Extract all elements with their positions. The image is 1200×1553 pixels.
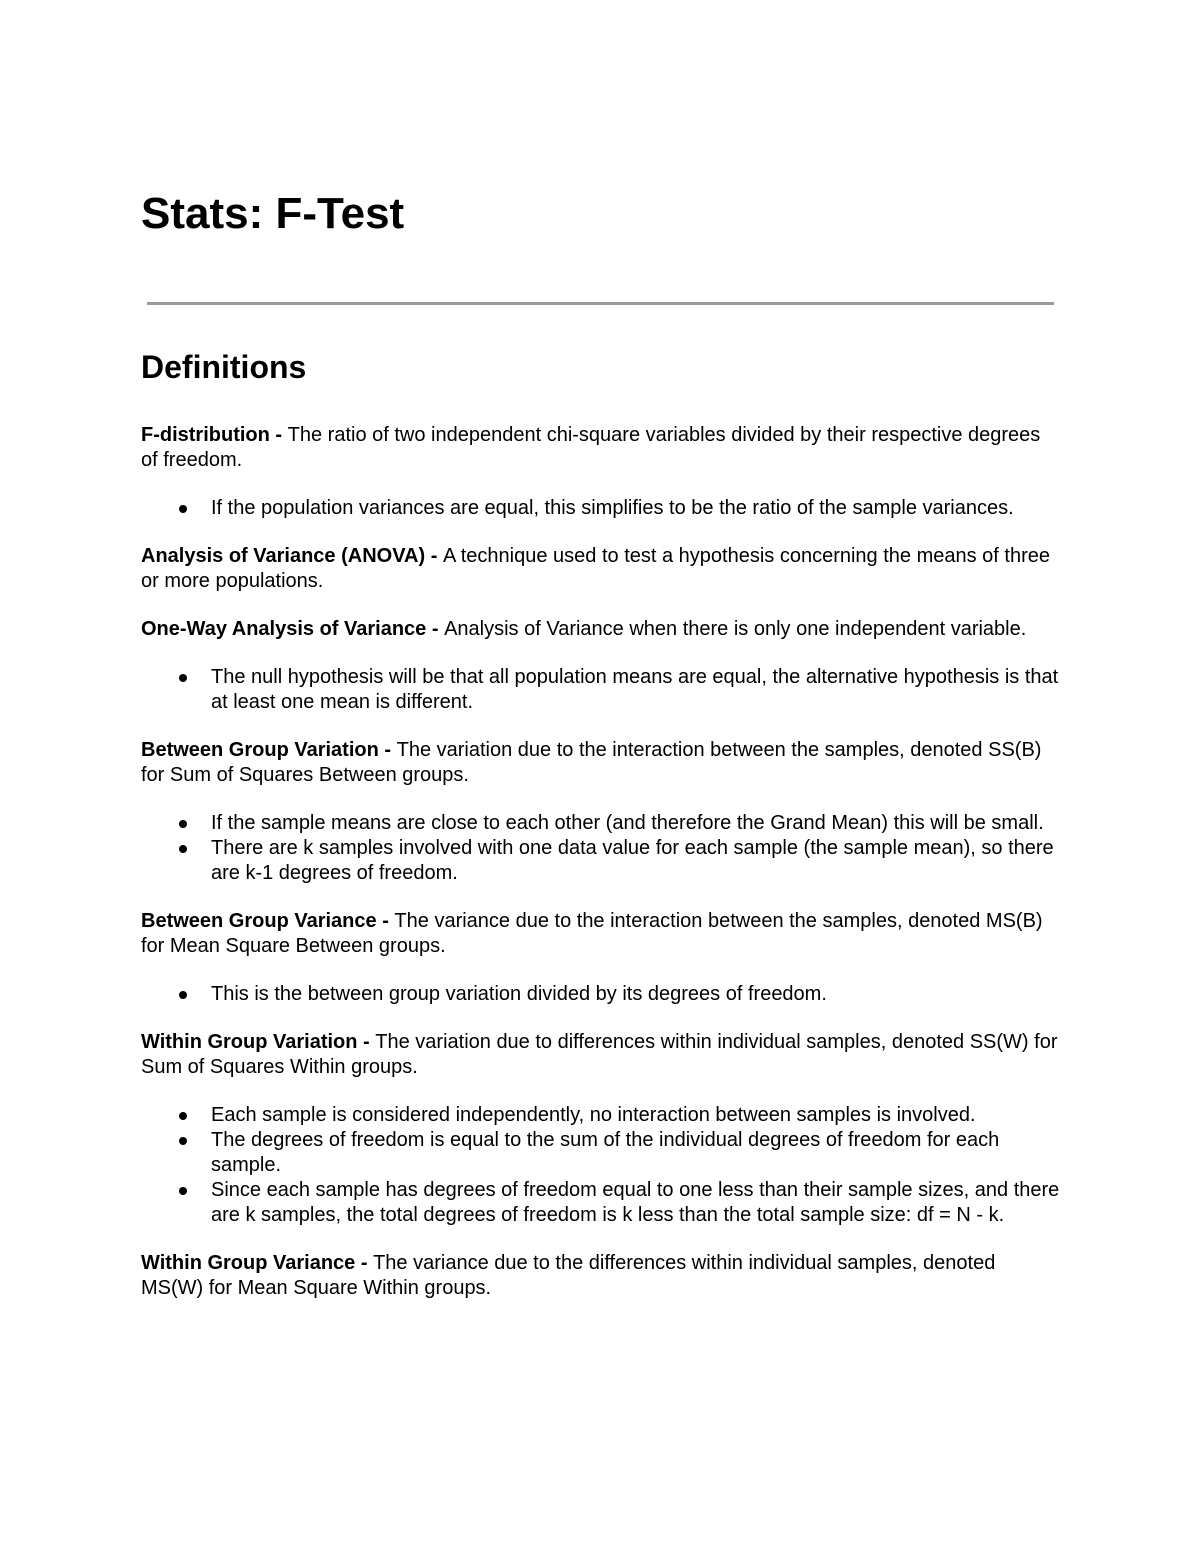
bullet-dot-icon xyxy=(179,820,187,828)
definition-term: Within Group Variance - xyxy=(141,1252,374,1274)
bullet-dot-icon xyxy=(179,1187,187,1195)
bullet-list xyxy=(141,811,1061,886)
bullet-text: If the population variances are equal, this simplifies to be the ratio of the sample variances. xyxy=(211,497,1014,519)
bullet-item xyxy=(141,496,1061,521)
definition-term: F-distribution - xyxy=(141,424,288,446)
bullet-text: The degrees of freedom is equal to the sum of the individual degrees of freedom for each sample. xyxy=(211,1129,1000,1176)
definition-text: The ratio of two independent chi-square variables divided by their respective degrees of freedom. xyxy=(141,424,1041,471)
definition-term: Between Group Variation - xyxy=(141,739,397,761)
definition-text: The variance due to the differences within individual samples, denoted MS(W) for Mean Square Within groups. xyxy=(141,1252,996,1299)
bullet-list xyxy=(141,1103,1061,1228)
definition-text: A technique used to test a hypothesis concerning the means of three or more populations. xyxy=(141,545,1050,592)
definitions-list xyxy=(141,423,1061,1324)
definition-text: Analysis of Variance when there is only one independent variable. xyxy=(444,618,1027,640)
bullet-dot-icon xyxy=(179,991,187,999)
bullet-item xyxy=(141,982,1061,1007)
bullet-dot-icon xyxy=(179,674,187,682)
page-title: Stats: F-Test xyxy=(141,189,405,238)
bullet-list xyxy=(141,496,1061,521)
definition-text: The variation due to the interaction between the samples, denoted SS(B) for Sum of Squares Between groups. xyxy=(141,739,1042,786)
bullet-list xyxy=(141,665,1061,715)
bullet-text: Since each sample has degrees of freedom equal to one less than their sample sizes, and there are k samples, the total degrees of freedom is k less than the total sample size: df = N - k. xyxy=(211,1179,1060,1226)
definition-paragraph xyxy=(141,617,1061,642)
bullet-item xyxy=(141,1103,1061,1128)
bullet-dot-icon xyxy=(179,1112,187,1120)
bullet-dot-icon xyxy=(179,1137,187,1145)
bullet-item xyxy=(141,836,1061,886)
definition-term: Between Group Variance - xyxy=(141,910,395,932)
horizontal-rule xyxy=(147,302,1054,305)
bullet-text: If the sample means are close to each other (and therefore the Grand Mean) this will be small. xyxy=(211,812,1044,834)
definition-paragraph xyxy=(141,423,1061,473)
bullet-item xyxy=(141,811,1061,836)
definition-paragraph xyxy=(141,1251,1061,1301)
bullet-text: This is the between group variation divided by its degrees of freedom. xyxy=(211,983,827,1005)
definition-paragraph xyxy=(141,738,1061,788)
definition-text: The variation due to differences within individual samples, denoted SS(W) for Sum of Squares Within groups. xyxy=(141,1031,1058,1078)
definition-term: One-Way Analysis of Variance - xyxy=(141,618,445,640)
definition-paragraph xyxy=(141,544,1061,594)
bullet-item xyxy=(141,665,1061,715)
definition-text: The variance due to the interaction between the samples, denoted MS(B) for Mean Square Between groups. xyxy=(141,910,1043,957)
definition-paragraph xyxy=(141,1030,1061,1080)
bullet-list xyxy=(141,982,1061,1007)
bullet-text: The null hypothesis will be that all population means are equal, the alternative hypothesis is that at least one mean is different. xyxy=(211,666,1059,713)
definition-term: Analysis of Variance (ANOVA) - xyxy=(141,545,443,567)
bullet-dot-icon xyxy=(179,845,187,853)
section-heading: Definitions xyxy=(141,349,307,385)
definition-paragraph xyxy=(141,909,1061,959)
definition-term: Within Group Variation - xyxy=(141,1031,376,1053)
bullet-dot-icon xyxy=(179,505,187,513)
bullet-text: There are k samples involved with one data value for each sample (the sample mean), so there are k-1 degrees of freedom. xyxy=(211,837,1054,884)
bullet-item xyxy=(141,1128,1061,1178)
bullet-item xyxy=(141,1178,1061,1228)
bullet-text: Each sample is considered independently, no interaction between samples is involved. xyxy=(211,1104,976,1126)
